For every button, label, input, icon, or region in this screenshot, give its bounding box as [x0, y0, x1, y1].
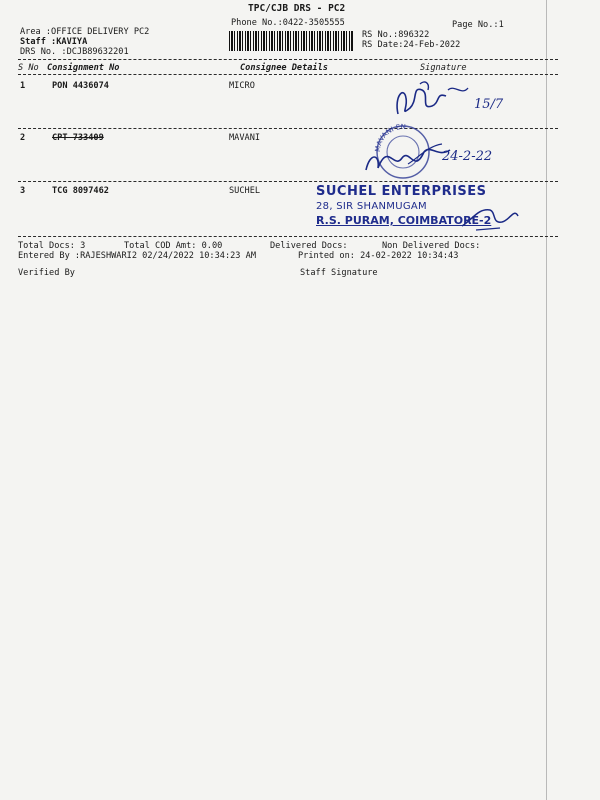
row-3-sno: 3 — [20, 186, 26, 196]
row-3-consignment: TCG 8097462 — [52, 186, 109, 196]
staff-field: Staff :KAVIYA — [20, 37, 88, 47]
delivered-docs: Delivered Docs: — [270, 241, 348, 251]
column-header-consignment: Consignment No — [47, 63, 120, 73]
area-field: Area :OFFICE DELIVERY PC2 — [20, 27, 150, 37]
row-3-signature — [456, 196, 526, 236]
page-number: Page No.:1 — [452, 20, 504, 30]
stamp-line-2: 28, SIR SHANMUGAM — [316, 201, 427, 212]
row-divider — [18, 236, 558, 237]
verified-by-label: Verified By — [18, 268, 75, 278]
printed-on: Printed on: 24-02-2022 10:34:43 — [298, 251, 459, 261]
column-header-signature: Signature — [420, 63, 467, 73]
total-docs: Total Docs: 3 — [18, 241, 86, 251]
svg-text:MAVANI EN — [374, 123, 406, 152]
row-2-sno: 2 — [20, 133, 26, 143]
stamp-line-3: R.S. PURAM, COIMBATORE-2 — [316, 214, 492, 227]
rs-date: RS Date:24-Feb-2022 — [362, 40, 461, 50]
seal-round-text: MAVANI EN — [373, 122, 406, 153]
row-2-consignment: CPT 733409 — [52, 133, 104, 143]
drs-number: DRS No. :DCJB89632201 — [20, 47, 129, 57]
row-1-consignment: PON 4436074 — [52, 81, 109, 91]
non-delivered-docs: Non Delivered Docs: — [382, 241, 481, 251]
phone-number: Phone No.:0422-3505555 — [231, 18, 345, 28]
divider — [18, 74, 558, 75]
stamp-line-1: SUCHEL ENTERPRISES — [316, 184, 487, 199]
entered-by: Entered By :RAJESHWARI2 02/24/2022 10:34:23 AM — [18, 251, 256, 261]
staff-signature-label: Staff Signature — [300, 268, 378, 278]
row-2-consignee: MAVANI — [229, 133, 261, 143]
row-2-signature-date — [440, 138, 520, 172]
svg-text:24-2-22: 24-2-22 — [442, 149, 493, 164]
row-1-signature-note: 15/7 — [474, 97, 504, 112]
divider — [18, 59, 558, 60]
row-1-consignee: MICRO — [229, 81, 255, 91]
barcode — [229, 31, 353, 51]
row-3-consignee: SUCHEL — [229, 186, 261, 196]
row-1-sno: 1 — [20, 81, 26, 91]
total-cod-amount: Total COD Amt: 0.00 — [124, 241, 223, 251]
rs-number: RS No.:896322 — [362, 30, 430, 40]
sheet-title: TPC/CJB DRS - PC2 — [248, 3, 346, 14]
paper-edge — [546, 0, 547, 800]
column-header-sno: S No — [18, 63, 39, 73]
row-divider — [18, 181, 558, 182]
column-header-consignee: Consignee Details — [240, 63, 328, 73]
row-1-signature — [390, 76, 540, 126]
